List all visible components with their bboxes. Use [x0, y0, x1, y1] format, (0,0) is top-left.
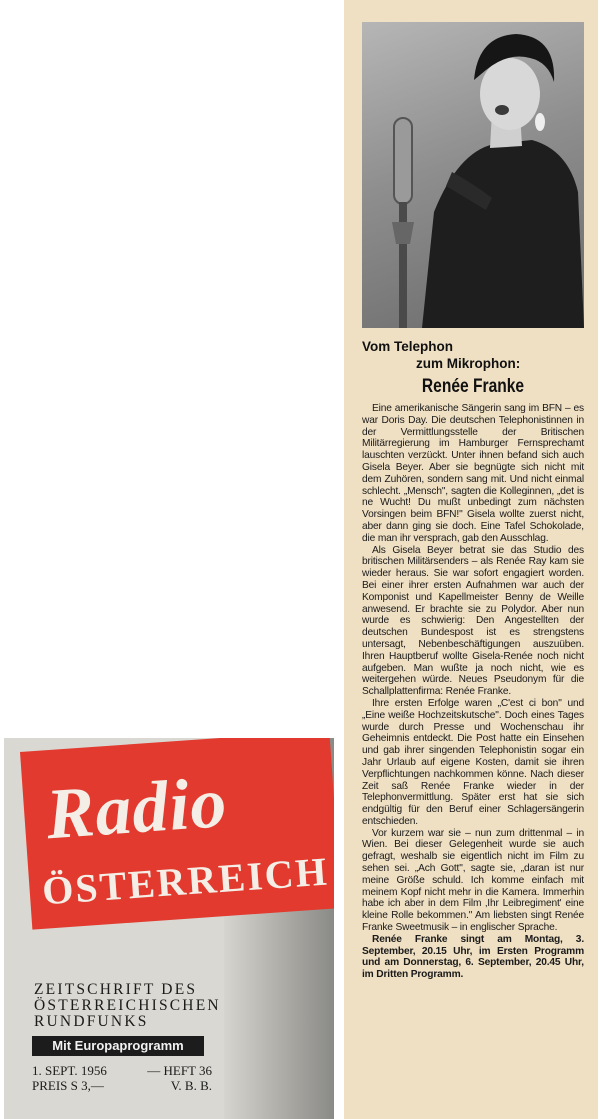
cover-subtitle-line: ÖSTERREICHISCHEN	[34, 997, 221, 1014]
issue-info	[32, 1063, 212, 1093]
cover-title-oesterreich: ÖSTERREICH	[40, 848, 330, 914]
europaprogramm-label: Mit Europaprogramm	[32, 1036, 204, 1056]
magazine-cover	[4, 738, 334, 1119]
cover-subtitle-line: RUNDFUNKS	[34, 1013, 149, 1030]
article-paragraph: Vor kurzem war sie – nun zum drittenmal – in Wien. Bei dieser Gelegenheit wurde sie auch gefragt, weshalb sie eigentlich nicht im Film zu sehen sei. „Ach Gott", sagte sie, „daran ist nur meine Größe schuld. Ich komme einfach mit meinem Kopf nicht mehr in die Kamera. Immerhin habe ich aber in dem Film ‚Ihr Leibregiment' eine kleine Rolle bekommen." Am liebsten singt Renée Franke Sweetmusik – in englischer Sprache.	[362, 827, 584, 934]
headline-line1: Vom Telephon	[362, 339, 453, 354]
cover-title-radio: Radio	[43, 761, 230, 855]
article-paragraph: Ihre ersten Erfolge waren „C'est ci bon" und „Eine weiße Hochzeitskutsche". Doch eines Tages wurde durch Presse und Wochenschau ihr Geheimnis entdeckt. Die Post hatte ein Einsehen und gab ihrer singenden Telephonistin sogar ein Jahr Urlaub auf eigene Kosten, damit sie ihren Verpflichtungen nachkommen könne. Nach dieser Zeit saß Renée Franke wieder in der Telephonvermittlung. Später erst hat sie sich endgültig für den Beruf einer Schlagersängerin entschieden.	[362, 697, 584, 827]
headline-line2: zum Mikrophon:	[416, 356, 521, 371]
singer-photo	[362, 22, 584, 328]
article-paragraph: Als Gisela Beyer betrat sie das Studio des britischen Militärsenders – als Renée Ray kam sie wieder heraus. Sie war sofort engagiert worden. Bei einer ihrer ersten Aufnahmen war auch der Komponist und Kapellmeister Benny de Weille anwesend. Er brachte sie zu Polydor. Aber nun wurde es schwierig: Den Angestellten der deutschen Bundespost ist es strengstens untersagt, Nebenbeschäftigungen auszuüben. Ihren Hauptberuf wollte Gisela-Renée noch nicht aufgeben. Man wußte ja noch nicht, wie es weitergehen würde. Neues Pseudonym für die Schallplattenfirma: Renée Franke.	[362, 544, 584, 698]
article-headline	[362, 338, 584, 372]
issue-price: PREIS S 3,—	[32, 1078, 104, 1093]
cover-subtitle	[34, 982, 314, 1030]
issue-publisher: V. B. B.	[170, 1078, 212, 1093]
issue-number: — HEFT 36	[147, 1063, 212, 1078]
article-body	[362, 403, 584, 981]
issue-date: 1. SEPT. 1956	[32, 1063, 107, 1078]
broadcast-info: Renée Franke singt am Montag, 3. September, 20.15 Uhr, im Ersten Programm und am Donnerstag, 6. September, 20.45 Uhr, im Dritten Programm.	[362, 933, 584, 981]
singer-with-microphone-image	[362, 22, 584, 328]
cover-subtitle-line: ZEITSCHRIFT DES	[34, 981, 198, 998]
article-paragraph: Eine amerikanische Sängerin sang im BFN – es war Doris Day. Die deutschen Telephonistinnen in der Vermittlungsstelle der Britischen Militärregierung im Hamburger Fernsprechamt lauschten verzückt. Unter ihnen befand sich auch Gisela Beyer. Aber sie begnügte sich nicht mit dem Zuhören, sondern sang mit. Und nicht einmal schlecht. „Mensch", sagten die Kolleginnen, „det is ne Wucht! Du mußt unbedingt zum nächsten Vorsingen beim BFN!" Gisela wollte zuerst nicht, aber dann ging sie doch. Eine Tafel Schokolade, die man ihr versprach, gab den Ausschlag.	[362, 403, 584, 544]
singer-name: Renée Franke	[421, 376, 525, 397]
